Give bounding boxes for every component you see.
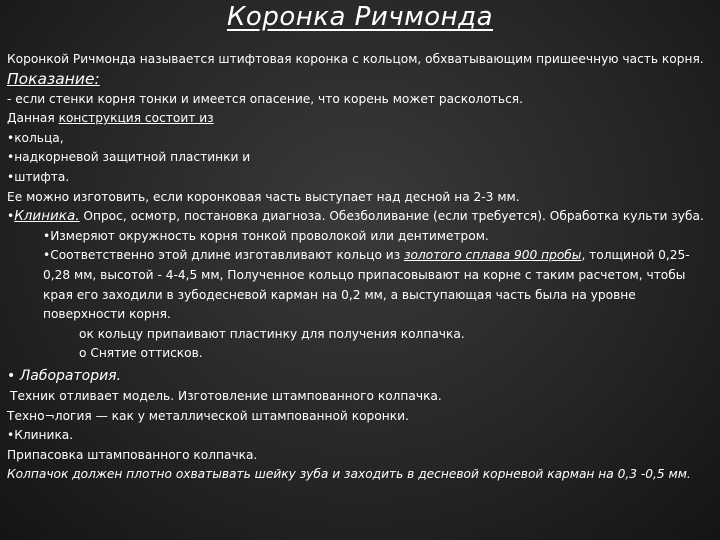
- cap-text: Колпачок должен плотно охватывать шейку зуба и заходить в десневой корневой карман на 0,3 -0,5 мм.: [7, 467, 691, 482]
- part-plate: •надкорневой защитной пластинки и: [7, 150, 251, 165]
- indication-text: - если стенки корня тонки и имеется опасение, что корень может расколоться.: [7, 91, 523, 106]
- ring-suffix: , толщиной 0,25-0,28 мм, высотой - 4-4,5 мм, Полученное кольцо припасовывают на корне с таким расчетом, чтобы края его заходили в зубодесневой карман на 0,2 мм, а выступающая часть была на уровне поверхности корня.: [43, 248, 690, 322]
- part-ring: •кольца,: [7, 130, 64, 145]
- indication-heading: Показание:: [7, 69, 100, 88]
- ring-paragraph: [7, 246, 713, 324]
- ring-underlined: золотого сплава 900 пробы: [404, 248, 582, 263]
- sub-item-impressions: o Снятие оттисков.: [79, 346, 203, 361]
- lab-text: Техник отливает модель. Изготовление штампованного колпачка.: [10, 388, 442, 403]
- measure-text: •Измеряют окружность корня тонкой проволокой или дентиметром.: [43, 228, 489, 243]
- fitting-text: Припасовка штампованного колпачка.: [7, 447, 258, 462]
- intro-paragraph: Коронкой Ричмонда называется штифтовая коронка с кольцом, обхватывающим пришеечную часть корня.: [7, 52, 704, 66]
- possible-text: Ее можно изготовить, если коронковая часть выступает над десной на 2-3 мм.: [7, 189, 520, 204]
- sub-item-plate: oк кольцу припаивают пластинку для получения колпачка.: [79, 326, 465, 341]
- clinic-text: Опрос, осмотр, постановка диагноза. Обезболивание (если требуется). Обработка культи зуба.: [79, 209, 704, 224]
- part-pin: •штифта.: [7, 169, 70, 184]
- slide-title: Коронка Ричмонда: [226, 2, 494, 32]
- clinic2-text: •Клиника.: [7, 428, 74, 443]
- construction-line: [7, 109, 713, 129]
- clinic-heading: Клиника.: [14, 208, 80, 225]
- slide-body: [7, 50, 713, 485]
- clinic-paragraph: [7, 207, 713, 227]
- construction-underlined: конструкция состоит из: [58, 111, 214, 126]
- clinic-bullet: •: [7, 209, 15, 224]
- ring-prefix: •Соответственно этой длине изготавливают кольцо из: [43, 248, 405, 263]
- technology-text: Техно¬логия — как у металлической штампованной коронки.: [7, 408, 409, 423]
- construction-prefix: Данная: [7, 111, 59, 126]
- lab-heading: • Лаборатория.: [7, 367, 122, 384]
